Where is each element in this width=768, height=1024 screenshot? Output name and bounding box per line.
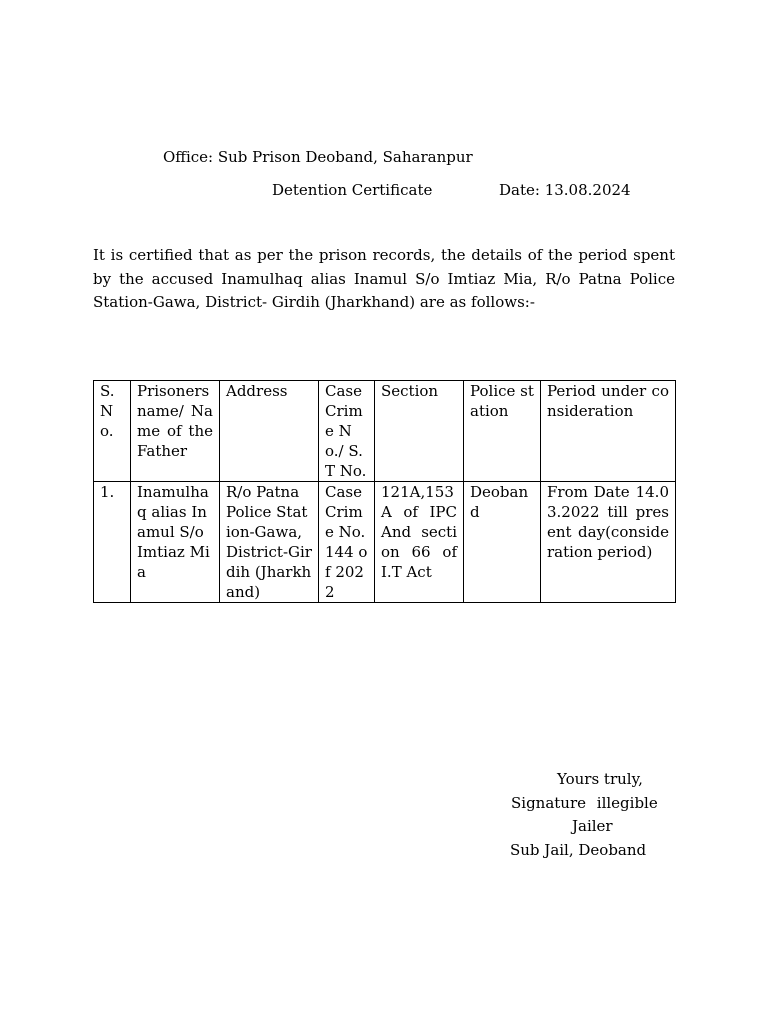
- header-cell: Period under consideration: [541, 381, 676, 482]
- table-cell: 121A,153A of IPC And section 66 of I.T Act: [375, 482, 464, 603]
- table-cell: Inamulhaq alias Inamul S/o Imtiaz Mia: [131, 482, 220, 603]
- closing-line: Yours truly,: [557, 770, 643, 788]
- table-cell: 1.: [94, 482, 131, 603]
- header-cell: Section: [375, 381, 464, 482]
- signature-line: Signature illegible: [511, 793, 658, 812]
- office-line: Sub Jail, Deoband: [510, 840, 647, 859]
- designation-line: Jailer: [572, 817, 613, 835]
- intro-paragraph: It is certified that as per the prison records, the details of the period spent by the accused Inamulhaq alias Inamul S/o Imtiaz Mia, R/o Patna Police Station-Gawa, District- Girdih (Jharkhand) are as follows:-: [93, 246, 675, 311]
- signoff-block: [500, 768, 675, 862]
- table-cell: From Date 14.03.2022 till present day(consideration period): [541, 482, 676, 603]
- header-cell: Case Crime No./ S.T No.: [319, 381, 375, 482]
- header-cell: Address: [220, 381, 319, 482]
- detention-table: [93, 380, 676, 603]
- table-row: [94, 482, 676, 603]
- table-header-row: [94, 381, 676, 482]
- table-cell: Deoband: [464, 482, 541, 603]
- table-cell: R/o Patna Police Station-Gawa, District-Girdih (Jharkhand): [220, 482, 319, 603]
- header-cell: S.No.: [94, 381, 131, 482]
- office-heading: Office: Sub Prison Deoband, Saharanpur: [163, 148, 473, 166]
- header-cell: Police station: [464, 381, 541, 482]
- certificate-title: Detention Certificate: [272, 181, 433, 199]
- header-cell: Prisoners name/ Name of the Father: [131, 381, 220, 482]
- table-cell: Case Crime No. 144 of 2022: [319, 482, 375, 603]
- certificate-date: Date: 13.08.2024: [499, 181, 631, 199]
